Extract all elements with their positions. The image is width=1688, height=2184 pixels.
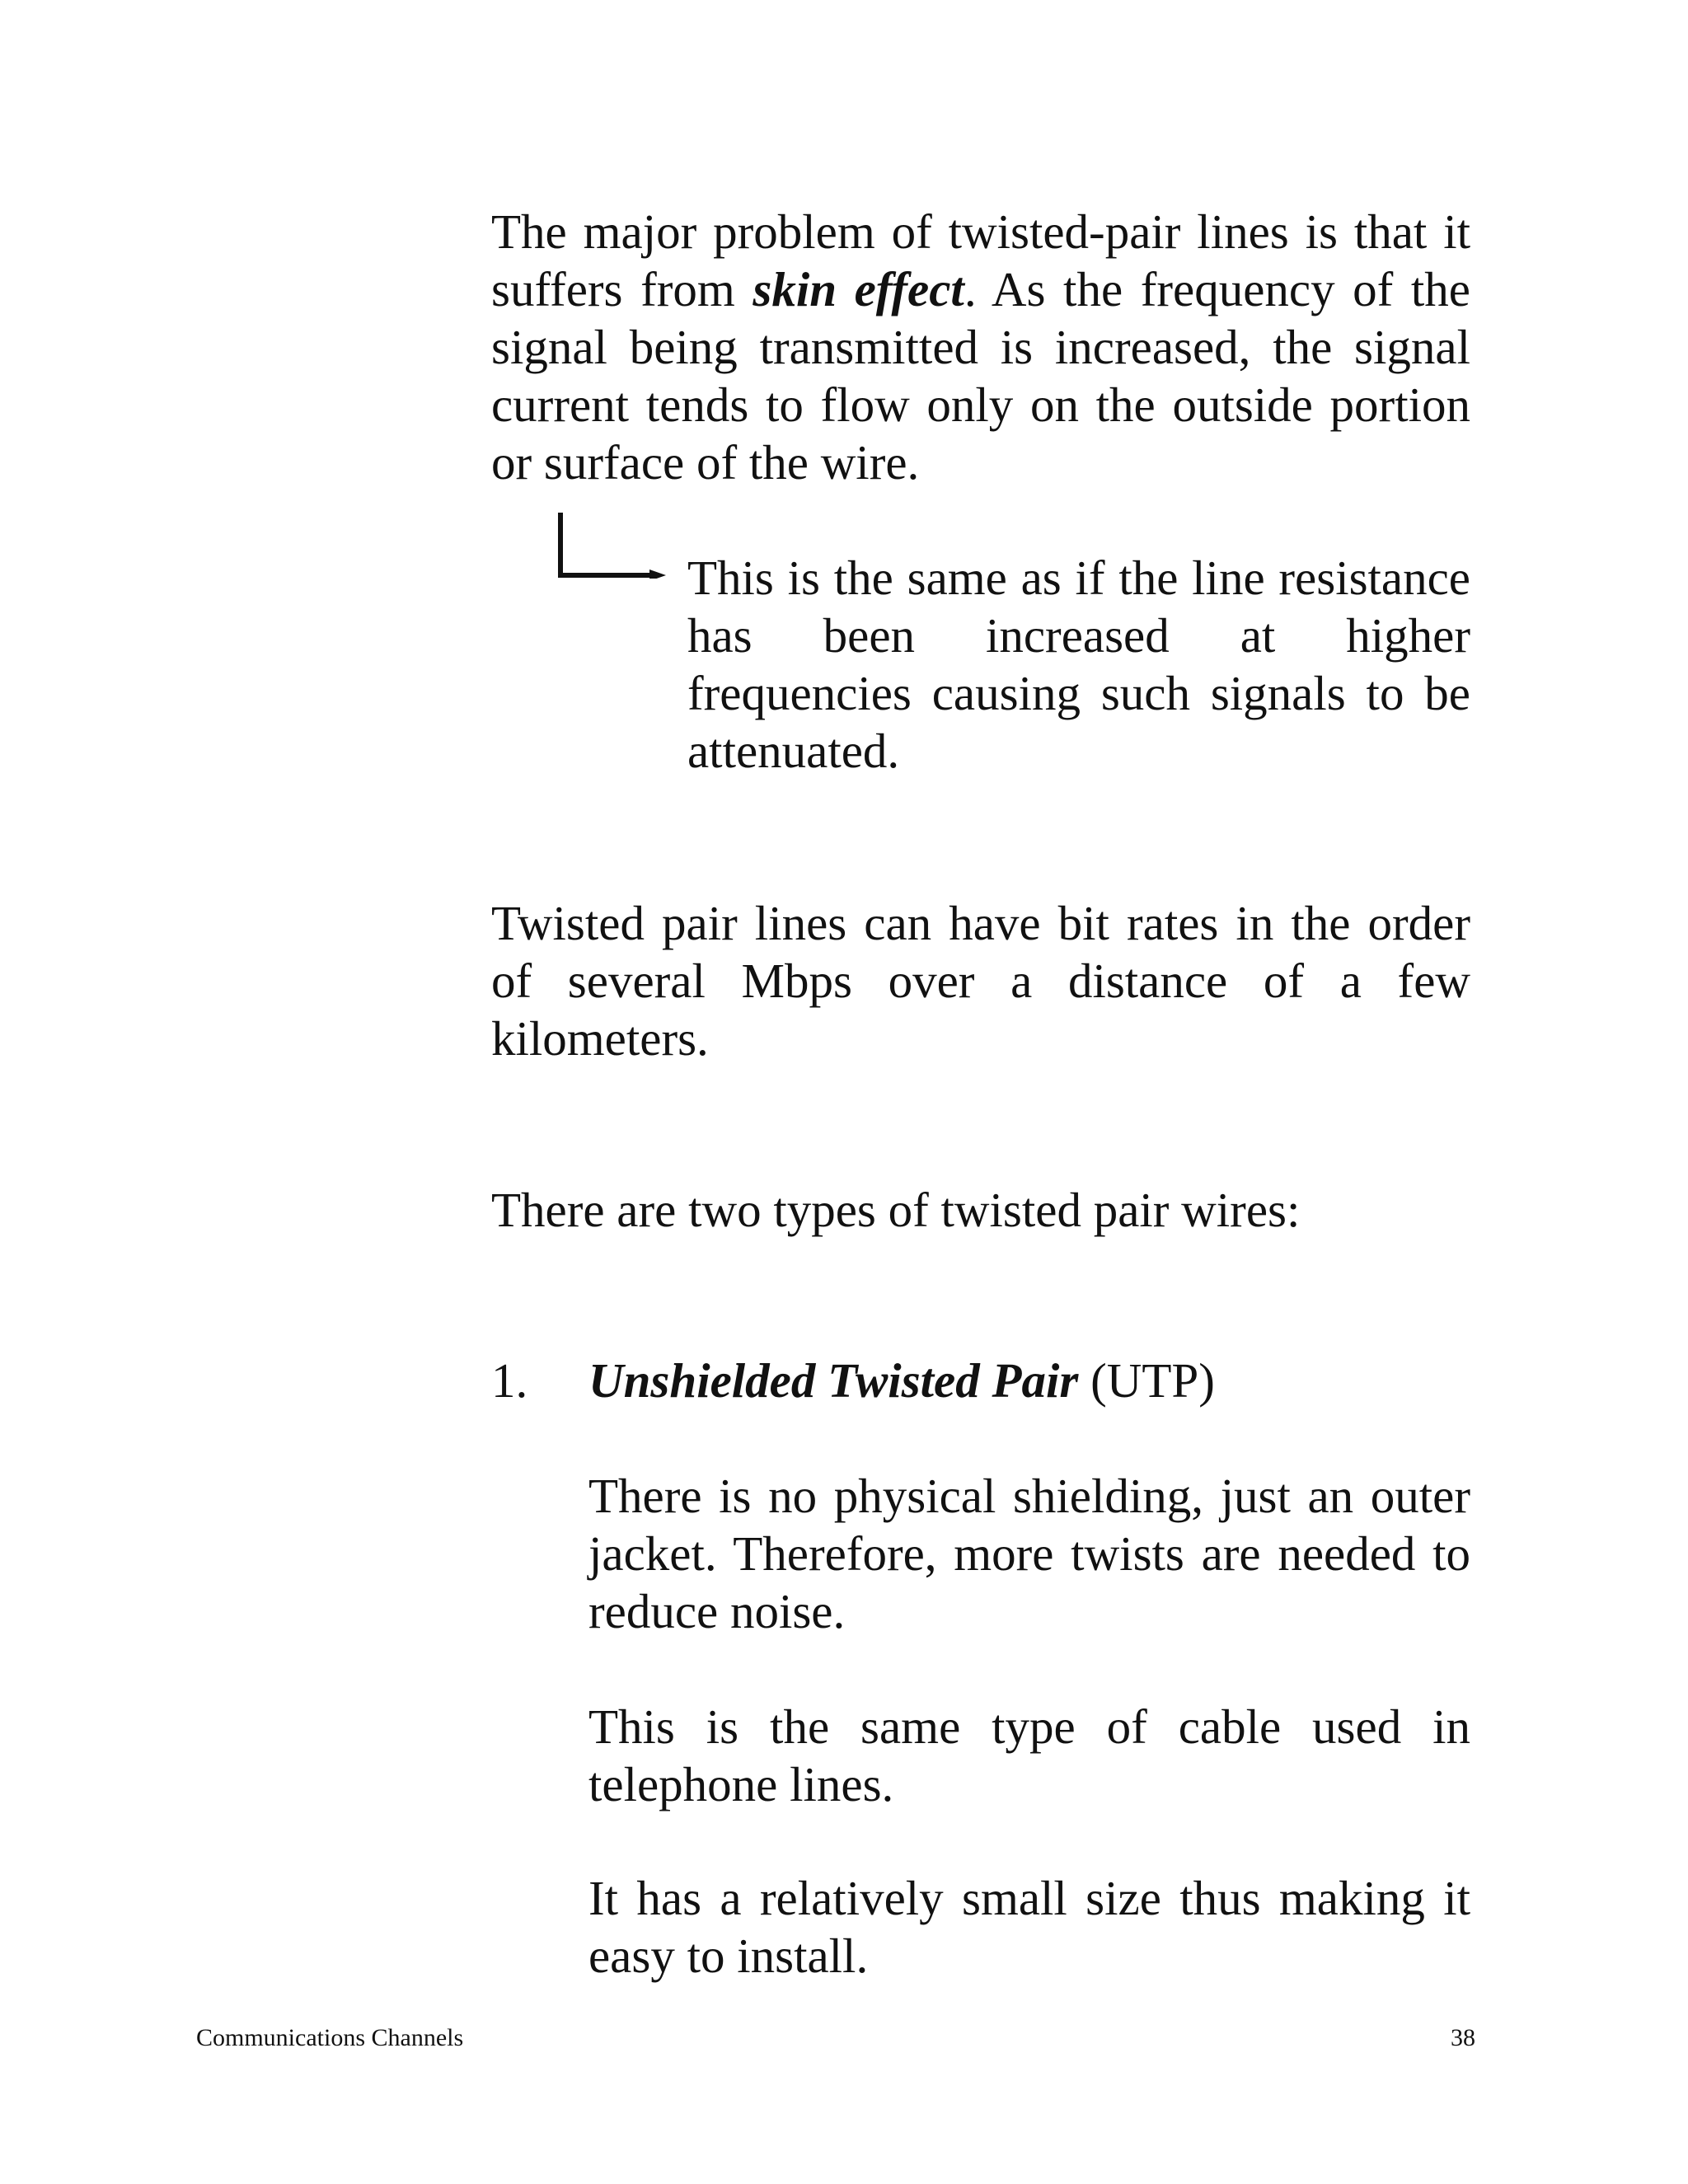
paragraph-skin-effect [491, 203, 1470, 491]
arrow-icon [557, 513, 666, 579]
list-title-emphasis: Unshielded Twisted Pair [588, 1353, 1079, 1408]
list-title-suffix: (UTP) [1078, 1353, 1215, 1408]
utp-paragraph-size: It has a relatively small size thus making it easy to install. [588, 1871, 1470, 1983]
utp-paragraph-shielding: There is no physical shielding, just an outer jacket. Therefore, more twists are needed to reduce noise. [588, 1469, 1470, 1638]
paragraph-text: . As the frequency of the signal being transmitted is increased, the signal current tends to flow only on the outside portion or surface of the wire. [491, 262, 1470, 490]
footer-page-number: 38 [1451, 2024, 1475, 2051]
paragraph-line-resistance: This is the same as if the line resistance has been increased at higher frequencies causing such signals to be attenuated. [687, 551, 1470, 778]
paragraph-types-intro: There are two types of twisted pair wires: [491, 1183, 1301, 1237]
emphasis-term: skin effect [753, 262, 964, 316]
footer-section-title: Communications Channels [196, 2024, 464, 2051]
paragraph-bit-rates: Twisted pair lines can have bit rates in the order of several Mbps over a distance of a few kilometers. [491, 896, 1470, 1066]
utp-paragraph-telephone: This is the same type of cable used in telephone lines. [588, 1699, 1470, 1811]
list-number: 1. [491, 1353, 528, 1408]
paragraph-text: The major problem of twisted-pair lines is that it suffers from [491, 204, 1470, 316]
list-title [588, 1352, 1215, 1409]
